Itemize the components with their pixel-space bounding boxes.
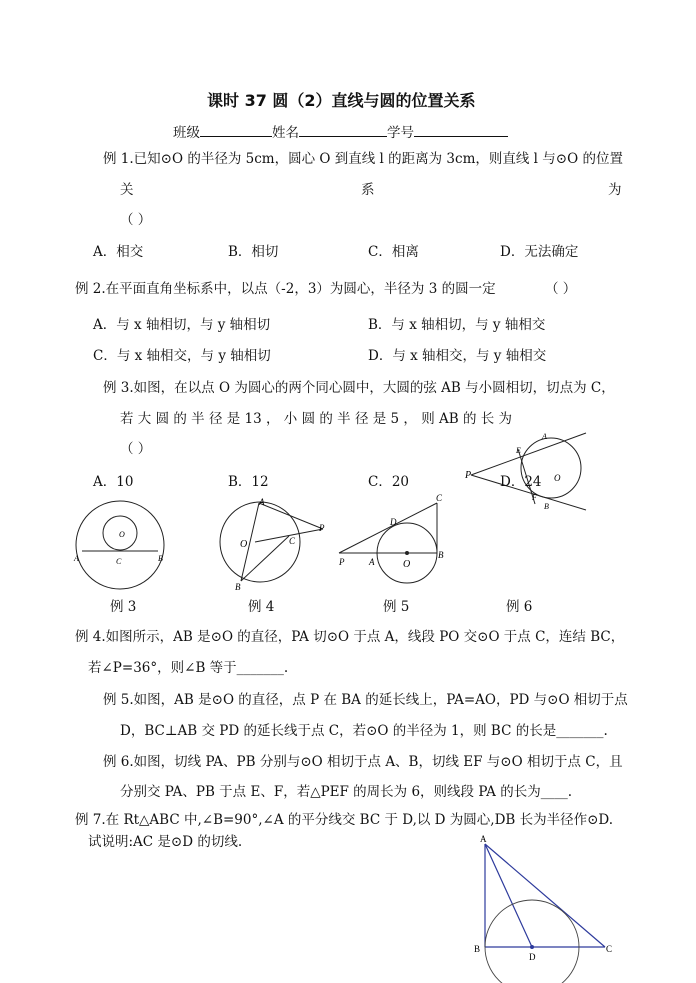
ex1-option-d: D．无法确定: [500, 244, 579, 260]
fig5-label-c: C: [436, 493, 443, 503]
ex3-option-c: C．20: [368, 474, 410, 490]
fig4-label-b: B: [235, 582, 241, 592]
figure-4: [215, 495, 330, 595]
ex6-text-line2: 分别交 PA、PB 于点 E、F，若△PEF 的周长为 6，则线段 PA 的长为____.: [120, 784, 573, 800]
ex3-option-d: D．24: [500, 474, 542, 490]
figure-3-caption: 例 3: [110, 599, 137, 615]
fig5-label-b: B: [438, 550, 444, 560]
fig3-label-o: O: [119, 530, 125, 539]
figure-7: [470, 830, 620, 983]
ex1-word-2: 系: [361, 182, 375, 198]
fig3-label-a: A: [74, 554, 79, 563]
id-label: 学号: [387, 125, 414, 141]
fig6-label-b: B: [544, 502, 549, 511]
id-blank: [414, 122, 508, 137]
ex2-option-d: D．与 x 轴相交，与 y 轴相交: [368, 348, 547, 364]
student-info-line: [173, 121, 508, 141]
fig7-label-a: A: [480, 834, 487, 844]
ex4-text-line1: 例 4.如图所示，AB 是⊙O 的直径，PA 切⊙O 于点 A，线段 PO 交⊙O 于点 C，连结 BC，: [75, 629, 625, 645]
name-label: 姓名: [272, 125, 299, 141]
ex3-text-line2: 若 大 圆 的 半 径 是 13 ， 小 圆 的 半 径 是 5 ， 则 AB 的 长 为: [120, 411, 513, 427]
ex3-answer-paren: （ ）: [120, 441, 152, 457]
fig6-label-f: F: [532, 493, 537, 502]
fig5-center-dot: [405, 551, 409, 555]
ex4-text-line2: 若∠P=36°，则∠B 等于_______.: [88, 660, 289, 676]
ex3-option-a: A．10: [93, 474, 134, 490]
ex7-text-line2: 试说明:AC 是⊙D 的切线.: [88, 834, 243, 850]
ex2-option-b: B．与 x 轴相切，与 y 轴相交: [368, 317, 546, 333]
class-blank: [200, 122, 272, 137]
figure-5-caption: 例 5: [383, 599, 410, 615]
figure-4-caption: 例 4: [248, 599, 275, 615]
figure-5: [335, 488, 455, 588]
ex1-option-c: C．相离: [368, 244, 419, 260]
fig5-label-a: A: [369, 557, 375, 567]
fig7-label-b: B: [474, 944, 481, 954]
fig4-label-a: A: [259, 497, 265, 507]
fig6-label-p: P: [465, 470, 472, 481]
fig6-label-o: O: [554, 473, 561, 483]
fig5-label-d: D: [390, 517, 397, 527]
class-label: 班级: [173, 125, 200, 141]
figure-3: [70, 495, 170, 595]
fig3-label-c: C: [116, 557, 122, 566]
fig3-label-b: B: [158, 554, 163, 563]
ex7-text-line1: 例 7.在 Rt△ABC 中,∠B=90°,∠A 的平分线交 BC 于 D,以 D 为圆心,DB 长为半径作⊙D.: [75, 812, 614, 828]
ex2-text-line1: 例 2.在平面直角坐标系中，以点（-2，3）为圆心，半径为 3 的圆一定: [75, 281, 496, 297]
ex3-text-line1: 例 3.如图，在以点 O 为圆心的两个同心圆中，大圆的弦 AB 与小圆相切，切点为 C，: [103, 380, 615, 396]
name-blank: [299, 122, 387, 137]
ex1-text-line1: 例 1.已知⊙O 的半径为 5cm，圆心 O 到直线 l 的距离为 3cm，则直线 l 与⊙O 的位置: [103, 151, 623, 167]
ex1-word-1: 关: [120, 182, 134, 198]
ex2-answer-paren: （ ）: [545, 281, 577, 297]
fig5-label-o: O: [403, 559, 411, 570]
fig5-label-p: P: [339, 557, 345, 567]
fig7-label-c: C: [606, 944, 613, 954]
ex6-text-line1: 例 6.如图，切线 PA、PB 分别与⊙O 相切于点 A、B，切线 EF 与⊙O 相切于点 C，且: [103, 754, 623, 770]
fig4-label-o: O: [240, 539, 248, 550]
fig6-label-e: E: [516, 446, 521, 455]
fig7-center-dot: [530, 945, 534, 949]
ex5-text-line1: 例 5.如图，AB 是⊙O 的直径，点 P 在 BA 的延长线上，PA=AO，PD 与⊙O 相切于点: [103, 692, 628, 708]
ex2-option-a: A．与 x 轴相切，与 y 轴相切: [93, 317, 271, 333]
figure-6-caption: 例 6: [506, 599, 533, 615]
fig7-label-d: D: [529, 952, 536, 962]
fig4-label-c: C: [289, 536, 296, 546]
ex1-answer-paren: （ ）: [120, 212, 152, 228]
ex5-text-line2: D，BC⊥AB 交 PD 的延长线于点 C，若⊙O 的半径为 1，则 BC 的长是_______.: [120, 723, 608, 739]
ex2-option-c: C．与 x 轴相交，与 y 轴相切: [93, 348, 271, 364]
fig6-label-a: A: [542, 432, 547, 441]
page-title: 课时 37 圆（2）直线与圆的位置关系: [207, 91, 476, 110]
fig4-label-p: P: [319, 523, 325, 533]
ex1-word-3: 为: [608, 182, 622, 198]
ex1-option-a: A．相交: [93, 244, 144, 260]
ex1-option-b: B．相切: [228, 244, 279, 260]
ex3-option-b: B．12: [228, 474, 269, 490]
